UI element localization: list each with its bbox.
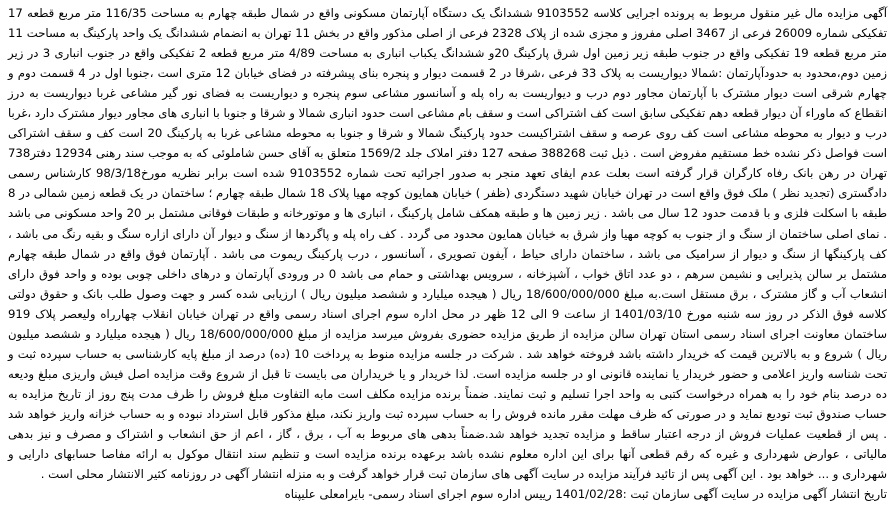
notice-body: آگهی مزایده مال غیر منقول مربوط به پرونده اجرایی کلاسه 9103552 ششدانگ یک دستگاه آپارتمان مسکونی واقع در شمال طبقه چهارم به مساحت 116/35 متر مربع قطعه 17 تفکیکی شماره 26009 فرعی از 3467 اصلی مفروز و مجزی شده از پلاک 2328 فرعی از اصلی مذکور واقع در بخش 11 تهران به انضمام ششدانگ یک واحد پارکینگ به مساحت 11 متر مربع قطعه 19 تفکیکی واقع در جنوب طبقه زیر زمین اول شرق پارکینگ 20و ششدانگ یکباب انباری به مساحت 4/89 متر مربع قطعه 2 تفکیکی واقع در جنوب انباری 3 در زیر زمین دوم،محدود به حدودآپارتمان :شمالا دیواریست به پلاک 33 فرعی ،شرقا در 2 قسمت دیوار و پنجره بنای پیشرفته در فضای خیابان 12 متری است ،جنوبا اول در 4 قسمت دوم و چهارم شرقی است دیوار مشترک با آپارتمان مجاور دوم درب و دیواریست به راه پله و آسانسور مشاعی سوم پنجره و دیواریست به فضای نور گیر مشاعی غربا دیواریست به درز انقطاع که ماوراء آن دیوار قطعه دهم تفکیکی سابق است کف اشتراکی است و سقف بام مشاعی است حدود انباری شمالا و شرقا و جنوبا با انباری های مجاور دیوار مشترک دارد ،غربا درب و دیوار به محوطه مشاعی است کف روی عرصه و سقف اشتراکیست حدود پارکینگ شمالا و شرقا و جنوبا به محوطه مشاعی غربا به پارکینگ 20 است کف و سقف اشتراکی است فواصل ذکر نشده خط مستقیم مفروض است . ذیل ثبت 388268 صفحه 127 دفتر املاک جلد 1569/2 متعلق به آقای حسن شاملوئی که به موجب سند رهنی 12934 دفتر738 تهران در رهن بانک رفاه کارگران قرار گرفته است بعلت عدم ایفای تعهد منجر به صدور اجرائیه تحت شماره 9103552 شده است برابر نظریه مورخ98/3/18 کارشناس رسمی دادگستری (تجدید نظر ) ملک فوق واقع است در تهران خیابان شهید دستگردی (ظفر ) خیابان همایون کوچه مهیا پلاک 18 شمال طبقه چهارم ؛ ساختمان در یک قطعه زمین شمالی در 8 طبقه با اسکلت فلزی و با قدمت حدود 12 سال می باشد . زیر زمین ها و طبقه همکف شامل پارکینگ ، انباری ها و موتورخانه و طبقات فوقانی مشتمل بر 20 واحد مسکونی می باشد . نمای اصلی ساختمان از سنگ و از جنوب به کوچه مهیا واز شرق به خیابان همایون محدود می گردد . کف راه پله و پاگردها از سنگ و دیوار آن دارای ازاره سنگ و بقیه رنگ می باشد ، کف پارکینگها از سنگ و دیوار از سرامیک می باشد ، ساختمان دارای حیاط ، آیفون تصویری ، آسانسور ، درب پارکینگ ریموت می باشد . آپارتمان فوق واقع در شمال طبقه چهارم مشتمل بر سالن پذیرایی و نشیمن سرهم ، دو عدد اتاق خواب ، آشپزخانه ، سرویس بهداشتی و حمام می باشد 0 در ورودی آپارتمان و درهای داخلی چوبی بوده و واحد فوق دارای انشعاب آب و گاز مشترک ، برق مستقل است.به مبلغ 18/600/000/000 ریال ( هیجده میلیارد و ششصد میلیون ریال ) ارزیابی شده کسر و جهت وصول طلب بانک و حقوق دولتی کلاسه فوق الذکر در روز سه شنبه مورخ 1401/03/10 از ساعت 9 الی 12 ظهر در محل اداره سوم اجرای اسناد رسمی واقع در تهران خیابان انقلاب چهارراه ولیعصر پلاک 919 ساختمان معاونت اجرای اسناد رسمی استان تهران سالن مزایده از طریق مزایده حضوری بفروش میرسد مزایده از مبلغ 18/600/000/000 ریال ( هیجده میلیارد و ششصد میلیون ریال ) شروع و به بالاترین قیمت که خریدار داشته باشد فروخته خواهد شد . شرکت در جلسه مزایده منوط به پرداخت 10 (ده) درصد از مبلغ پایه کارشناسی به حساب سپرده ثبت و تحت شناسه واریز اعلامی و حضور خریدار یا نماینده قانونی او در جلسه مزایده است. لذا خریدار و یا خریداران می بایست تا قبل از شروع وقت مزایده اصل فیش واریزی مبلغ ودیعه ده درصد بنام خود را به همراه درخواست کتبی به واحد اجرا تسلیم و ثبت نمایند. ضمناً برنده مزایده مکلف است مابه التفاوت مبلغ فروش را ظرف مدت پنج روز از تاریخ مزایده به حساب صندوق ثبت تودیع نماید و در صورتی که ظرف مهلت مقرر مانده فروش را به حساب سپرده ثبت واریز نکند، مبلغ مذکور قابل استرداد نبوده و به حساب خزانه واریز خواهد شد . پس از قطعیت عملیات فروش از درجه اعتبار ساقط و مزایده تجدید خواهد شد.ضمناً بدهی های مربوط به آب ، برق ، گاز ، اعم از حق انشعاب و اشتراک و مصرف و نیز بدهی مالیاتی ، عوارض شهرداری و غیره که رقم قطعی آنها برای این اداره معلوم نشده باشد برعهده برنده مزایده است و تنظیم سند انتقال موکول به ارائه مفاصا حسابهای دارایی و شهرداری و ... خواهد بود . این آگهی پس از تائید فرآیند مزایده در سایت آگهی های سازمان ثبت قرار خواهد گرفت و به منزله انتشار آگهی در روزنامه کثیر الانتشار محلی است . [8,6,888,482]
notice-footer: تاریخ انتشار آگهی مزایده در سایت آگهی سازمان ثبت :1401/02/28 رییس اداره سوم اجرای اسناد رسمی- بایرامعلی علیپناه [284,487,887,502]
